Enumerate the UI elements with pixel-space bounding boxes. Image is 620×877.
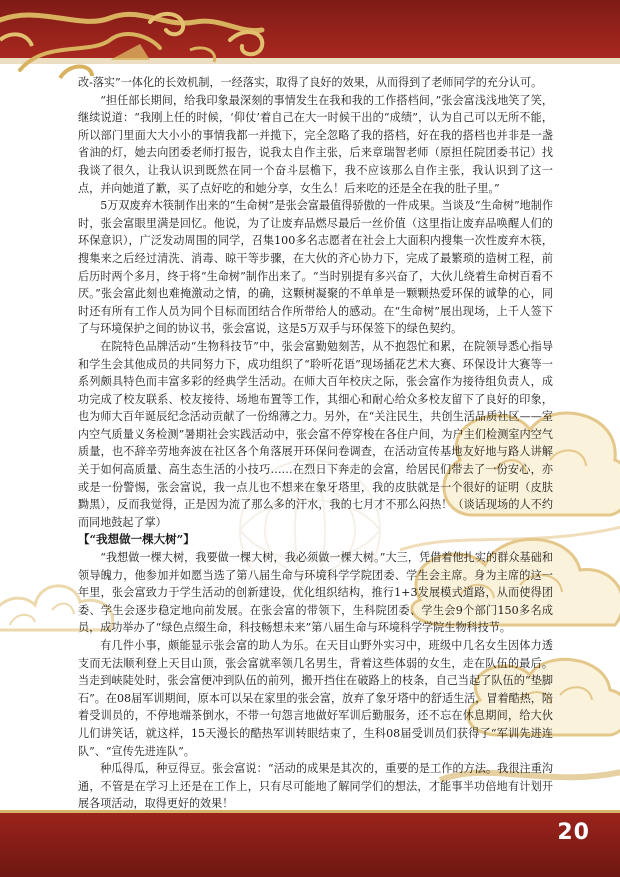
gold-scroll-ornament: [0, 0, 620, 80]
article-body: [78, 74, 553, 813]
bottom-banner: [0, 810, 620, 877]
paragraph: 有几件小事，颇能显示张会富的助人为乐。在天目山野外实习中，班级中几名女生因体力透支而无法顺利登上天目山顶，张会富就率领几名男生，背着这些体弱的女生，走在队伍的最后。当走到峡陡处时，张会富便冲到队伍的前列，搬开挡住在破路上的枝条，自己当起了队伍的“垫脚石”。在08届军训期间，原本可以呆在家里的张会富，放弃了象牙塔中的舒适生活，冒着酷热，陪着受训员的，不停地端茶倒水，不带一句怨言地做好军训后勤服务，还不忘在休息期间，给大伙儿们讲笑话，就这样，15天漫长的酷热军训转眼结束了，生科08届受训员们获得了“军训先进连队”、“宣传先进连队”。: [78, 639, 553, 758]
paragraph: 种瓜得瓜，种豆得豆。张会富说：“活动的成果是其次的，重要的是工作的方法。我很注重沟通，不管是在学习上还是在工作上，只有尽可能地了解同学们的想法，才能事半功倍地有计划开展各项活动，取得更好的效果！: [78, 762, 553, 811]
page-number: 20: [557, 820, 590, 845]
paragraph: 在院特色品牌活动“生物科技节”中，张会富勤勉刻苦，从不抱怨忙和累，在院领导悉心指导和学生会其他成员的共同努力下，成功组织了“聆听花语”现场插花艺术大赛、环保设计大赛等一系列颇具特色而丰富多彩的经典学生活动。在师大百年校庆之际，张会富作为接待组负责人，成功完成了校友联系、校友接待、场地布置等工作，其细心和耐心给众多校友留下了良好的印象，也为师大百年诞辰纪念活动贡献了一份绵薄之力。另外，在“关注民生，共创生活品质社区——室内空气质量义务检测”暑期社会实践活动中，张会富不停穿梭在各住户间，为户主们检测室内空气质量，也不辞辛劳地奔波在社区各个角落展开环保问卷调查，在活动宣传基地友好地与路人讲解关于如何高质量、高生态生活的小技巧……在烈日下奔走的会富，给居民们带去了一份安心，亦或是一份警惕，张会富说，我一点儿也不想来在象牙塔里，我的皮肤就是一个很好的证明（皮肤黝黑），反而我觉得，正是因为流了那么多的汗水，我的七月才不那么闷热！（谈话现场的人不约而同地鼓起了掌）: [78, 339, 553, 529]
section-title: 【“我想做一棵大树”】: [78, 532, 195, 547]
paragraph: 5万双废弃木筷制作出来的“生命树”是张会富最值得骄傲的一件成果。当谈及“生命树”地制作时，张会富眼里满是回忆。他说，为了让废弃品燃尽最后一丝价值（这里指让废弃品唤醒人们的环保意识），广泛发动周围的同学，召集100多名志愿者在社会上大面积内搜集一次性废弃木筷，搜集来之后经过清洗、消毒、晾干等步骤，在大伙的齐心协力下，完成了最繁琐的造树工程，前后历时两个多月，终于将“生命树”制作出来了。“当时别提有多兴奋了，大伙儿绕着生命树百看不厌。”张会富此刻也难掩激动之情，的确，这颗树凝聚的不单单是一颗颗热爱环保的诚挚的心，同时还有所有工作人员为同个目标而团结合作所带给人的感动。在“生命树”展出现场，上千人签下了与环境保护之间的协议书，张会富说，这是5万双手与环保签下的绿色契约。: [78, 199, 553, 336]
paragraph: “担任部长期间，给我印象最深刻的事情发生在我和我的工作搭档间，”张会富浅浅地笑了笑，继续说道：“我刚上任的时候，‘仰仗’着自己在大一时候干出的“成绩”，认为自己可以无所不能，所以部门里面大大小小的事情我都一并揽下，完全忽略了我的搭档，好在我的搭档也并非是一盏省油的灯，她去向团委老师打报告，说我太自作主张，后来章瑞智老师（原担任院团委书记）找我谈了很久，让我认识到既然在同一个奋斗层檐下，我不应该那么自作主张，我认识到了这一点，并向她道了歉，买了点好吃的和她分享，女生么！后来吃的还是全在我的肚子里。”: [78, 93, 553, 195]
paragraph: “我想做一棵大树，我要做一棵大树，我必须做一棵大树。”大三，凭借着他扎实的群众基础和领导魄力，他参加并如愿当选了第八届生命与环境科学学院团委、学生会主席。身为主席的这一年里，张会富致力于学生活动的创新建设，优化组织结构，推行1+3发展模式道路，从而使得团委、学生会逐步稳定地向前发展。在张会富的带领下，生科院团委、学生会9个部门150多名成员，成功举办了“绿色点缀生命，科技畅想未来”第八届生命与环境科学学院生物科技节。: [78, 551, 553, 635]
paragraph: 改-落实”一体化的长效机制，一经落实，取得了良好的效果，从而得到了老师同学的充分认可。: [78, 76, 543, 89]
